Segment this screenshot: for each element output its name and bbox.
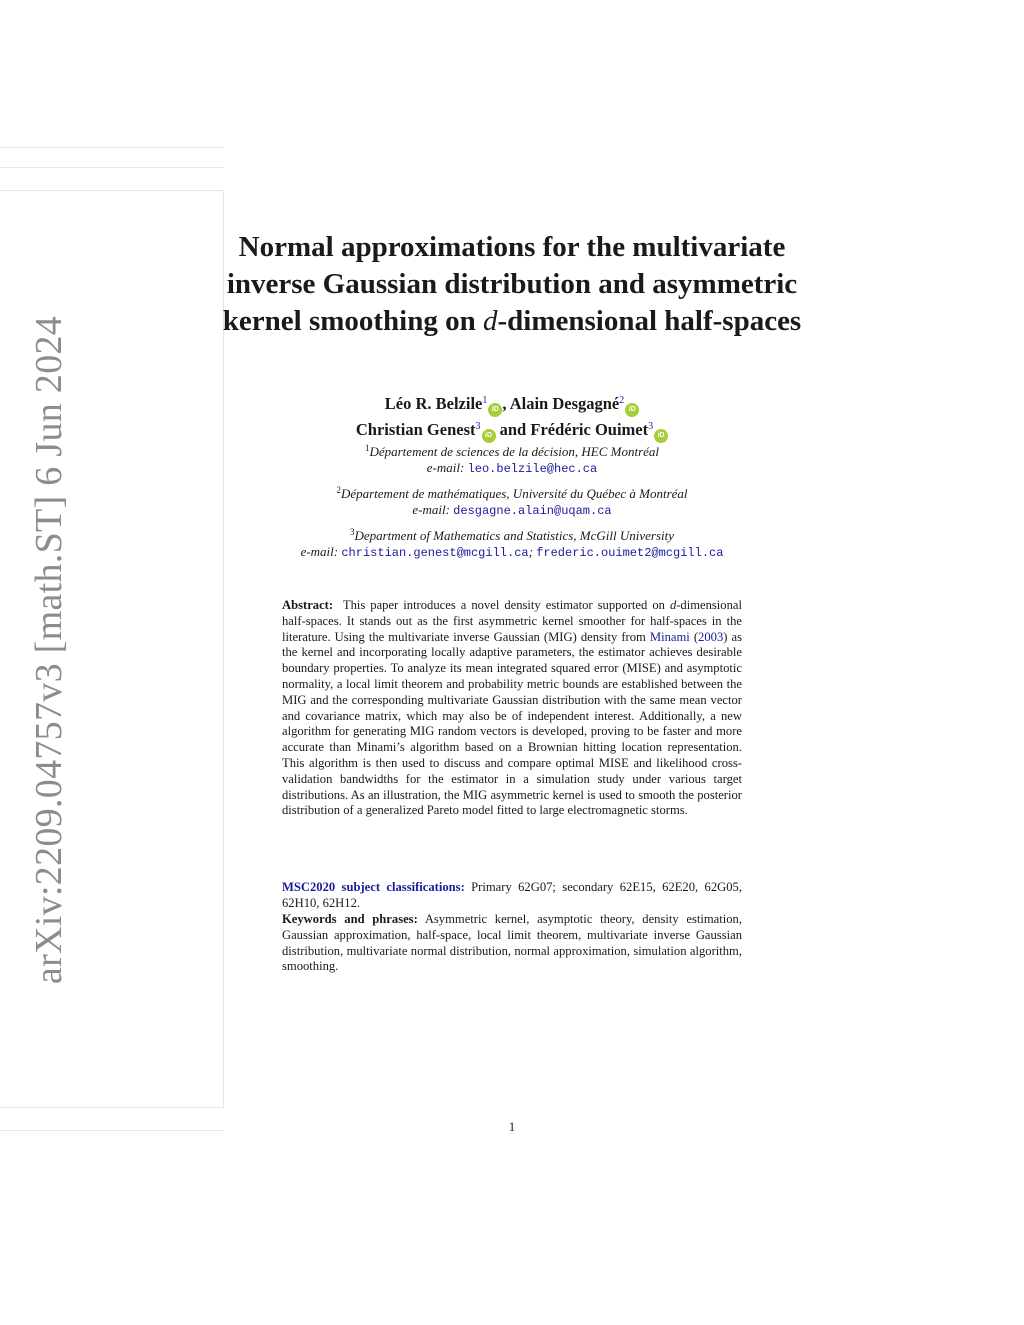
left-guide-line-2 [0,167,224,168]
orcid-icon[interactable]: iD [625,403,639,417]
paper-title [212,229,812,340]
email-link[interactable]: christian.genest@mcgill.ca [341,546,529,560]
author-name: Frédéric Ouimet [530,420,649,439]
keywords: Keywords and phrases: Asymmetric kernel, asymptotic theory, density estimation, Gaussian approximation, half-space, local limit theorem, multivariate inverse Gaussian distribution, multivariate normal distribution, normal approximation, simulation algorithm, smoothing. [282,912,742,974]
abstract-label: Abstract: [282,598,334,612]
author-separator: , [502,394,510,413]
author-separator: and [495,420,531,439]
author-name: Christian Genest [355,420,476,439]
affiliation-dept: $^3$Department of Mathematics and Statistics, McGill University [349,527,675,543]
affiliation-3 [212,524,812,561]
author-affil-link[interactable]: 3 [475,421,481,432]
title-math-d: d [483,305,498,337]
author-name: Léo R. Belzile [384,394,483,413]
email-link[interactable]: desgagne.alain@uqam.ca [453,504,612,518]
page-number: 1 [508,1119,516,1134]
citation-link[interactable]: Minami [649,629,690,644]
affiliation-email-line: e-mail: desgagne.alain@uqam.ca [412,502,612,518]
citation-year-link[interactable]: 2003 [698,629,724,644]
affiliation-2 [212,482,812,519]
orcid-icon[interactable]: iD [482,429,496,443]
title-text-part1: Normal approximations for the multivariate inverse Gaussian distribution and asymmetric kernel smoothing on [222,231,798,337]
affiliation-1 [212,440,812,477]
orcid-icon[interactable]: iD [654,429,668,443]
author-name: Alain Desgagné [509,394,620,413]
arxiv-stamp: arXiv:2209.04757v3 [math.ST] 6 Jun 2024 [28,315,70,985]
author-list [212,391,812,443]
title-text-part2: -dimensional half-spaces [497,305,802,337]
author-affil-link[interactable]: 3 [648,421,654,432]
author-affil-link[interactable]: 1 [482,395,488,406]
left-guide-line-1 [0,147,224,148]
affiliation-email-line: e-mail: leo.belzile@hec.ca [426,460,598,476]
author-affil-link[interactable]: 2 [619,395,625,406]
affiliation-dept: $^2$Département de mathématiques, Université du Québec à Montréal [336,485,688,501]
orcid-icon[interactable]: iD [488,403,502,417]
msc-label-link[interactable]: MSC2020 subject classifications: [282,880,465,894]
keywords-label: Keywords and phrases: [282,912,418,926]
email-link[interactable]: frederic.ouimet2@mcgill.ca [536,546,724,560]
affiliation-dept: $^1$Département de sciences de la décision, HEC Montréal [364,443,660,459]
email-link[interactable]: leo.belzile@hec.ca [467,462,598,476]
abstract: Abstract: This paper introduces a novel density estimator supported on d-dimensional half-spaces. It stands out as the first asymmetric kernel smoother for half-spaces in the literature. Using the multivariate inverse Gaussian (MIG) density from Minami (2003) as the kernel and incorporating locally adaptive parameters, the estimator achieves desirable boundary properties. To analyze its mean integrated squared error (MISE) and asymptotic normality, a local limit theorem and probability metric bounds are established between the MIG and the corresponding multivariate Gaussian distribution with the same mean vector and covariance matrix, which may also be of independent interest. Additionally, a new algorithm for generating MIG random vectors is developed, proving to be faster and more accurate than Minami’s algorithm based on a Brownian hitting location representation. This algorithm is then used to discuss and compare optimal MISE and likelihood cross-validation bandwidths for the estimator in a simulation study under various target distributions. As an illustration, the MIG asymmetric kernel is used to smooth the posterior distribution of a generalized Pareto model fitted to large electromagnetic storms. [282,598,743,818]
msc-classifications: MSC2020 subject classifications: Primary 62G07; secondary 62E15, 62E20, 62G05, 62H10, 62H12. [282,880,742,910]
affiliation-email-line: e-mail: christian.genest@mcgill.ca; frederic.ouimet2@mcgill.ca [300,544,724,560]
